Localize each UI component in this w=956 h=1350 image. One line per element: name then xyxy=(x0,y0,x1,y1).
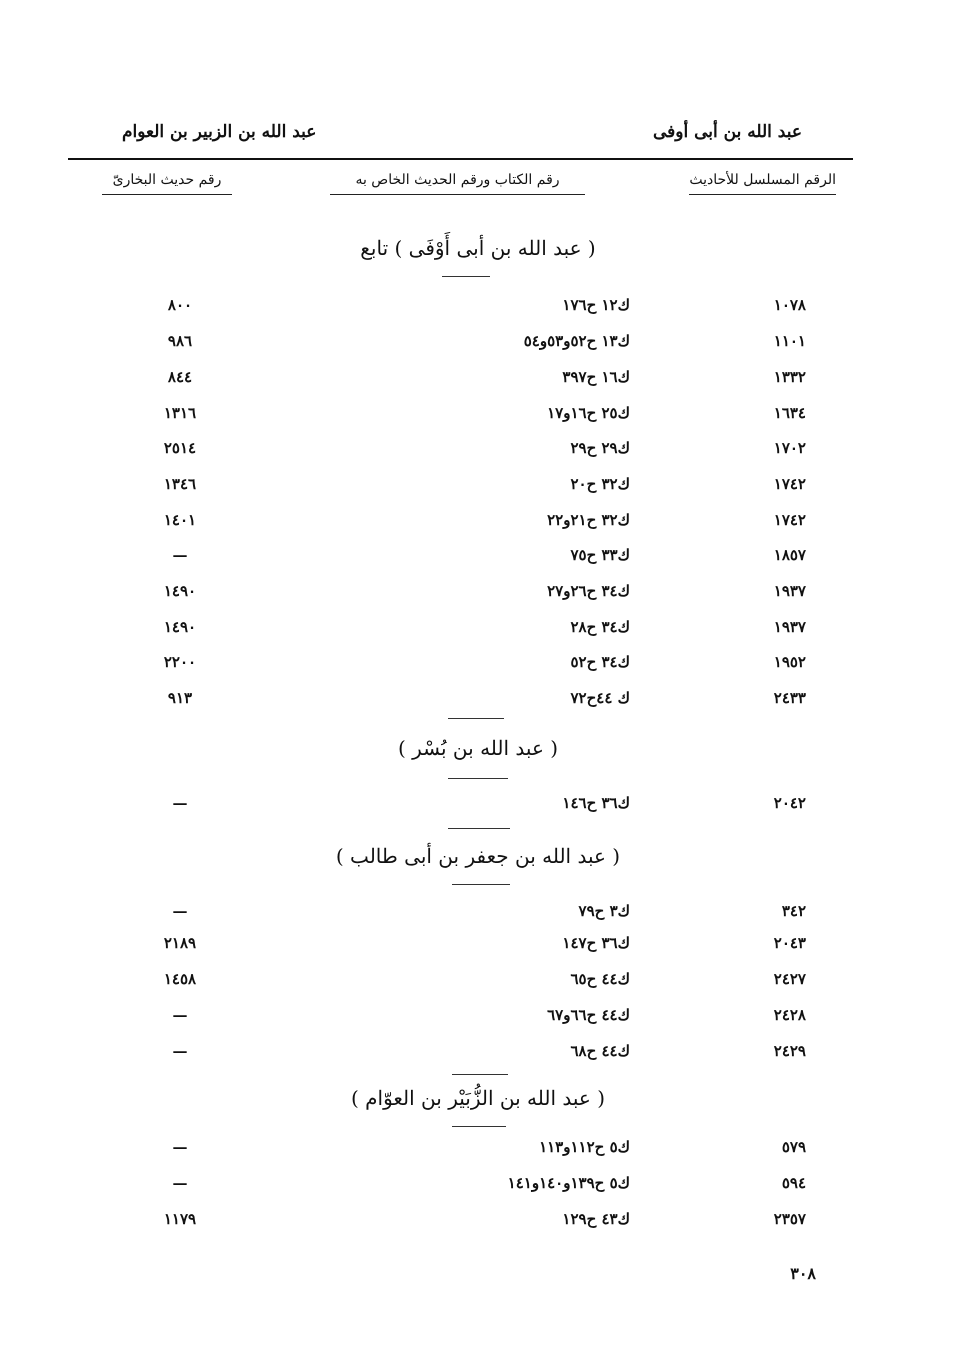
page-number: ٣٠٨ xyxy=(790,1264,816,1283)
table-row xyxy=(0,1006,956,1036)
serial-cell: ١٣٣٢ xyxy=(773,368,806,386)
bukhari-cell: ١٣١٦ xyxy=(163,404,197,422)
section-divider xyxy=(452,884,510,885)
table-row xyxy=(0,618,956,648)
table-row xyxy=(0,934,956,964)
table-row xyxy=(0,404,956,434)
serial-cell: ١٩٣٧ xyxy=(773,618,806,636)
book-cell: ك٤٤ ح٦٥ xyxy=(570,970,630,988)
section-title: ( عبد الله بن الزُّبَيْر بن العوّام ) xyxy=(350,1086,606,1110)
bukhari-cell: ٨٠٠ xyxy=(167,296,193,314)
serial-cell: ٥٧٩ xyxy=(781,1138,806,1156)
book-cell: ك١٦ ح٣٩٧ xyxy=(562,368,630,386)
book-cell: ك٣ ح٧٩ xyxy=(578,902,630,920)
serial-cell: ١٩٣٧ xyxy=(773,582,806,600)
table-row xyxy=(0,902,956,932)
table-row xyxy=(0,689,956,719)
serial-cell: ٢٤٢٨ xyxy=(773,1006,806,1024)
table-row xyxy=(0,1042,956,1072)
column-header-serial: الرقم المسلسل للأحاديث xyxy=(689,172,836,195)
serial-cell: ١٦٣٤ xyxy=(773,404,806,422)
serial-cell: ٢٣٥٧ xyxy=(773,1210,806,1228)
bukhari-cell: — xyxy=(172,546,188,564)
bukhari-cell: ١١٧٩ xyxy=(163,1210,197,1228)
bukhari-cell: ١٤٩٠ xyxy=(163,582,197,600)
table-row xyxy=(0,794,956,824)
serial-cell: ٥٩٤ xyxy=(781,1174,806,1192)
book-cell: ك٢٥ ح١٦و١٧ xyxy=(547,404,630,422)
book-cell: ك٤٤ ح٦٨ xyxy=(570,1042,630,1060)
bukhari-cell: — xyxy=(172,1006,188,1024)
table-row xyxy=(0,296,956,326)
table-row xyxy=(0,1138,956,1168)
bukhari-cell: ١٣٤٦ xyxy=(163,475,197,493)
bukhari-cell: ٢٢٠٠ xyxy=(163,653,197,671)
bukhari-cell: — xyxy=(172,1174,188,1192)
bukhari-cell: ٩٨٦ xyxy=(167,332,193,350)
section-divider xyxy=(448,778,508,779)
bukhari-cell: — xyxy=(172,902,188,920)
serial-cell: ١٩٥٢ xyxy=(773,653,806,671)
book-cell: ك٤٤ ح٦٦و٦٧ xyxy=(547,1006,630,1024)
serial-cell: ٢٤٢٩ xyxy=(773,1042,806,1060)
bukhari-cell: ٩١٣ xyxy=(167,689,193,707)
section-title: ( عبد الله بن جعفر بن أبى طالب ) xyxy=(335,844,621,868)
book-cell: ك١٣ ح٥٢و٥٣و٥٤ xyxy=(523,332,630,350)
book-cell: ك٥ ح١١٢و١١٣ xyxy=(539,1138,630,1156)
book-cell: ك٣٦ ح١٤٧ xyxy=(562,934,630,952)
section-divider xyxy=(448,718,504,719)
section-divider xyxy=(452,1126,506,1127)
table-row xyxy=(0,439,956,469)
table-row xyxy=(0,546,956,576)
book-cell: ك٣٤ ح٥٢ xyxy=(570,653,630,671)
bukhari-cell: ١٤٩٠ xyxy=(163,618,197,636)
book-cell: ك٥ ح١٣٩و١٤٠و١٤١ xyxy=(507,1174,630,1192)
book-cell: ك٣٣ ح٧٥ xyxy=(570,546,630,564)
bukhari-cell: — xyxy=(172,1042,188,1060)
header-rule xyxy=(68,158,853,160)
book-cell: ك٣٤ ح٢٨ xyxy=(570,618,630,636)
serial-cell: ١١٠١ xyxy=(773,332,806,350)
serial-cell: ٢٤٢٧ xyxy=(773,970,806,988)
table-row xyxy=(0,511,956,541)
bukhari-cell: ٨٤٤ xyxy=(167,368,193,386)
serial-cell: ٣٤٢ xyxy=(781,902,806,920)
serial-cell: ٢٠٤٣ xyxy=(773,934,806,952)
running-header-right: عبد الله بن أبى أوفى xyxy=(652,122,802,142)
serial-cell: ١٧٤٢ xyxy=(773,511,806,529)
book-cell: ك١٢ ح١٧٦ xyxy=(562,296,630,314)
bukhari-cell: ٢٥١٤ xyxy=(163,439,197,457)
section-divider xyxy=(448,828,510,829)
column-header-book: رقم الكتاب ورقم الحديث الخاص به xyxy=(330,172,585,195)
table-row xyxy=(0,970,956,1000)
book-cell: ك٣٢ ح٢٠ xyxy=(570,475,630,493)
section-divider xyxy=(442,276,490,277)
section-title: ( عبد الله بن أبى أَوْفَى ) تابع xyxy=(360,236,596,260)
bukhari-cell: ١٤٥٨ xyxy=(163,970,197,988)
bukhari-cell: — xyxy=(172,1138,188,1156)
serial-cell: ١٠٧٨ xyxy=(773,296,806,314)
running-header-left: عبد الله بن الزبير بن العوام xyxy=(122,122,317,142)
serial-cell: ٢٤٣٣ xyxy=(773,689,806,707)
book-cell: ك٣٤ ح٢٦و٢٧ xyxy=(547,582,630,600)
table-row xyxy=(0,475,956,505)
table-row xyxy=(0,332,956,362)
book-cell: ك٣٦ ح١٤٦ xyxy=(562,794,630,812)
section-divider xyxy=(452,1074,508,1075)
serial-cell: ١٨٥٧ xyxy=(773,546,806,564)
section-title: ( عبد الله بن بُسْر ) xyxy=(397,736,559,760)
bukhari-cell: ١٤٠١ xyxy=(163,511,197,529)
book-cell: ك ٤٤ح٧٢ xyxy=(570,689,630,707)
bukhari-cell: ٢١٨٩ xyxy=(163,934,197,952)
table-row xyxy=(0,582,956,612)
table-row xyxy=(0,1174,956,1204)
book-cell: ك٤٣ ح١٢٩ xyxy=(562,1210,630,1228)
table-row xyxy=(0,653,956,683)
book-cell: ك٢٩ ح٢٩ xyxy=(570,439,630,457)
serial-cell: ٢٠٤٢ xyxy=(773,794,806,812)
book-cell: ك٣٢ ح٢١و٢٢ xyxy=(547,511,630,529)
column-header-bukhari: رقم حديث البخارىّ xyxy=(102,172,232,195)
serial-cell: ١٧٤٢ xyxy=(773,475,806,493)
table-row xyxy=(0,368,956,398)
table-row xyxy=(0,1210,956,1240)
serial-cell: ١٧٠٢ xyxy=(773,439,806,457)
bukhari-cell: — xyxy=(172,794,188,812)
